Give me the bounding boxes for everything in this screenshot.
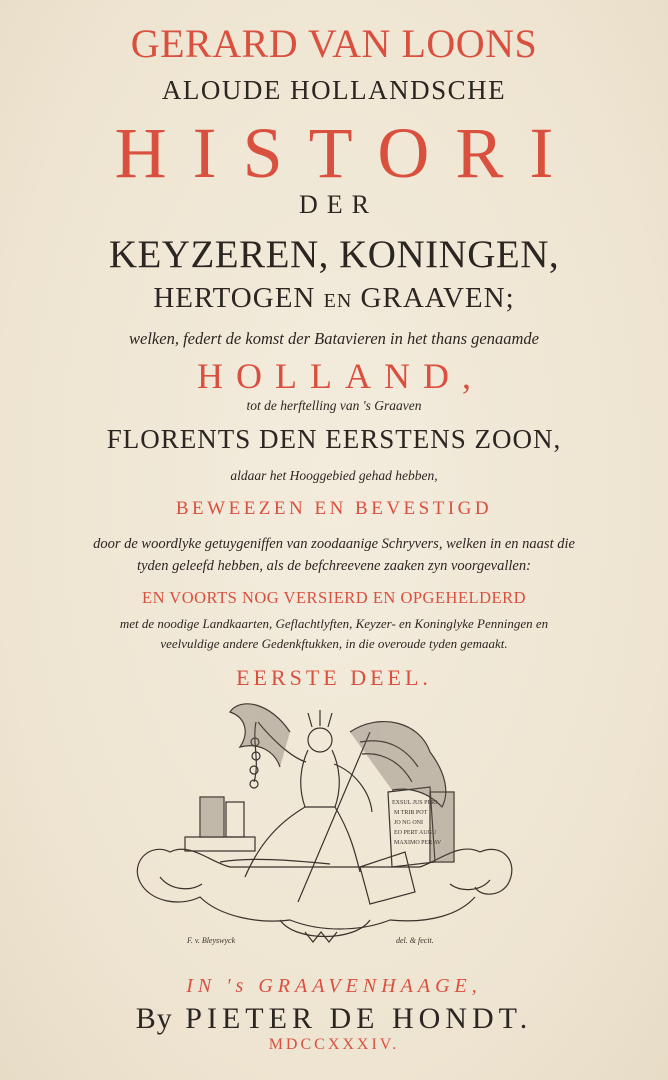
en-word: EN [323, 290, 353, 312]
imprint-publisher: PIETER DE HONDT. [185, 1002, 533, 1035]
herstelling-line: tot de herftelling van 's Graaven [246, 398, 422, 413]
welken-line: welken, federt de komst der Batavieren in het thans genaamde [129, 329, 539, 348]
volume-line: EERSTE DEEL. [236, 665, 432, 690]
voorts-line: EN VOORTS NOG VERSIERD EN OPGEHELDERD [141, 588, 527, 607]
svg-text:EXSUL JUS PERI: EXSUL JUS PERI [392, 800, 438, 806]
der-line: DER [299, 190, 378, 219]
door-line-2: tyden geleefd hebben, als de befchreevene zaaken zyn voorgevallen: [137, 558, 531, 574]
svg-text:JO NG ONI: JO NG ONI [394, 820, 423, 826]
met-line-1: met de noodige Landkaarten, Geflachtlyften, Keyzer- en Koninglyke Penningen en [119, 616, 549, 631]
graaven-word: GRAAVEN; [360, 282, 515, 314]
author-line: GERARD VAN LOONS [130, 21, 538, 66]
father-time-vignette [130, 692, 520, 954]
beweezen-line: BEWEEZEN EN BEVESTIGD [175, 498, 493, 519]
aldaar-line: aldaar het Hooggebied gehad hebben, [230, 468, 438, 483]
met-line-2: veelvuldige andere Gedenkftukken, in die overoude tyden gemaakt. [160, 636, 508, 651]
door-line-1: door de woordlyke getuygeniffen van zoodaanige Schryvers, welken in en naast die [93, 536, 575, 552]
imprint-publisher-line [0, 1002, 668, 1036]
svg-text:EO PERT AUGU: EO PERT AUGU [394, 830, 437, 836]
hertogen-line [0, 282, 668, 315]
imprint-year: MDCCXXXIV. [268, 1036, 400, 1053]
florents-line: FLORENTS DEN EERSTENS ZOON, [106, 424, 562, 454]
engraver-signature: F. v. Bleyswyck [187, 936, 236, 945]
svg-text:MAXIMO PER AV: MAXIMO PER AV [394, 840, 442, 846]
subtitle-line: ALOUDE HOLLANDSCHE [161, 75, 507, 105]
svg-text:M TRIB POT: M TRIB POT [394, 810, 428, 816]
engraver-signature-right: del. & fecit. [396, 936, 434, 945]
imprint-by: By [135, 1002, 173, 1035]
keyzeren-line: KEYZEREN, KONINGEN, [108, 233, 560, 276]
main-title: HISTORI [114, 113, 580, 193]
imprint-place: IN 's GRAAVENHAAGE, [186, 975, 482, 997]
holland-line: HOLLAND, [197, 356, 484, 396]
hertogen-word: HERTOGEN [153, 282, 316, 314]
